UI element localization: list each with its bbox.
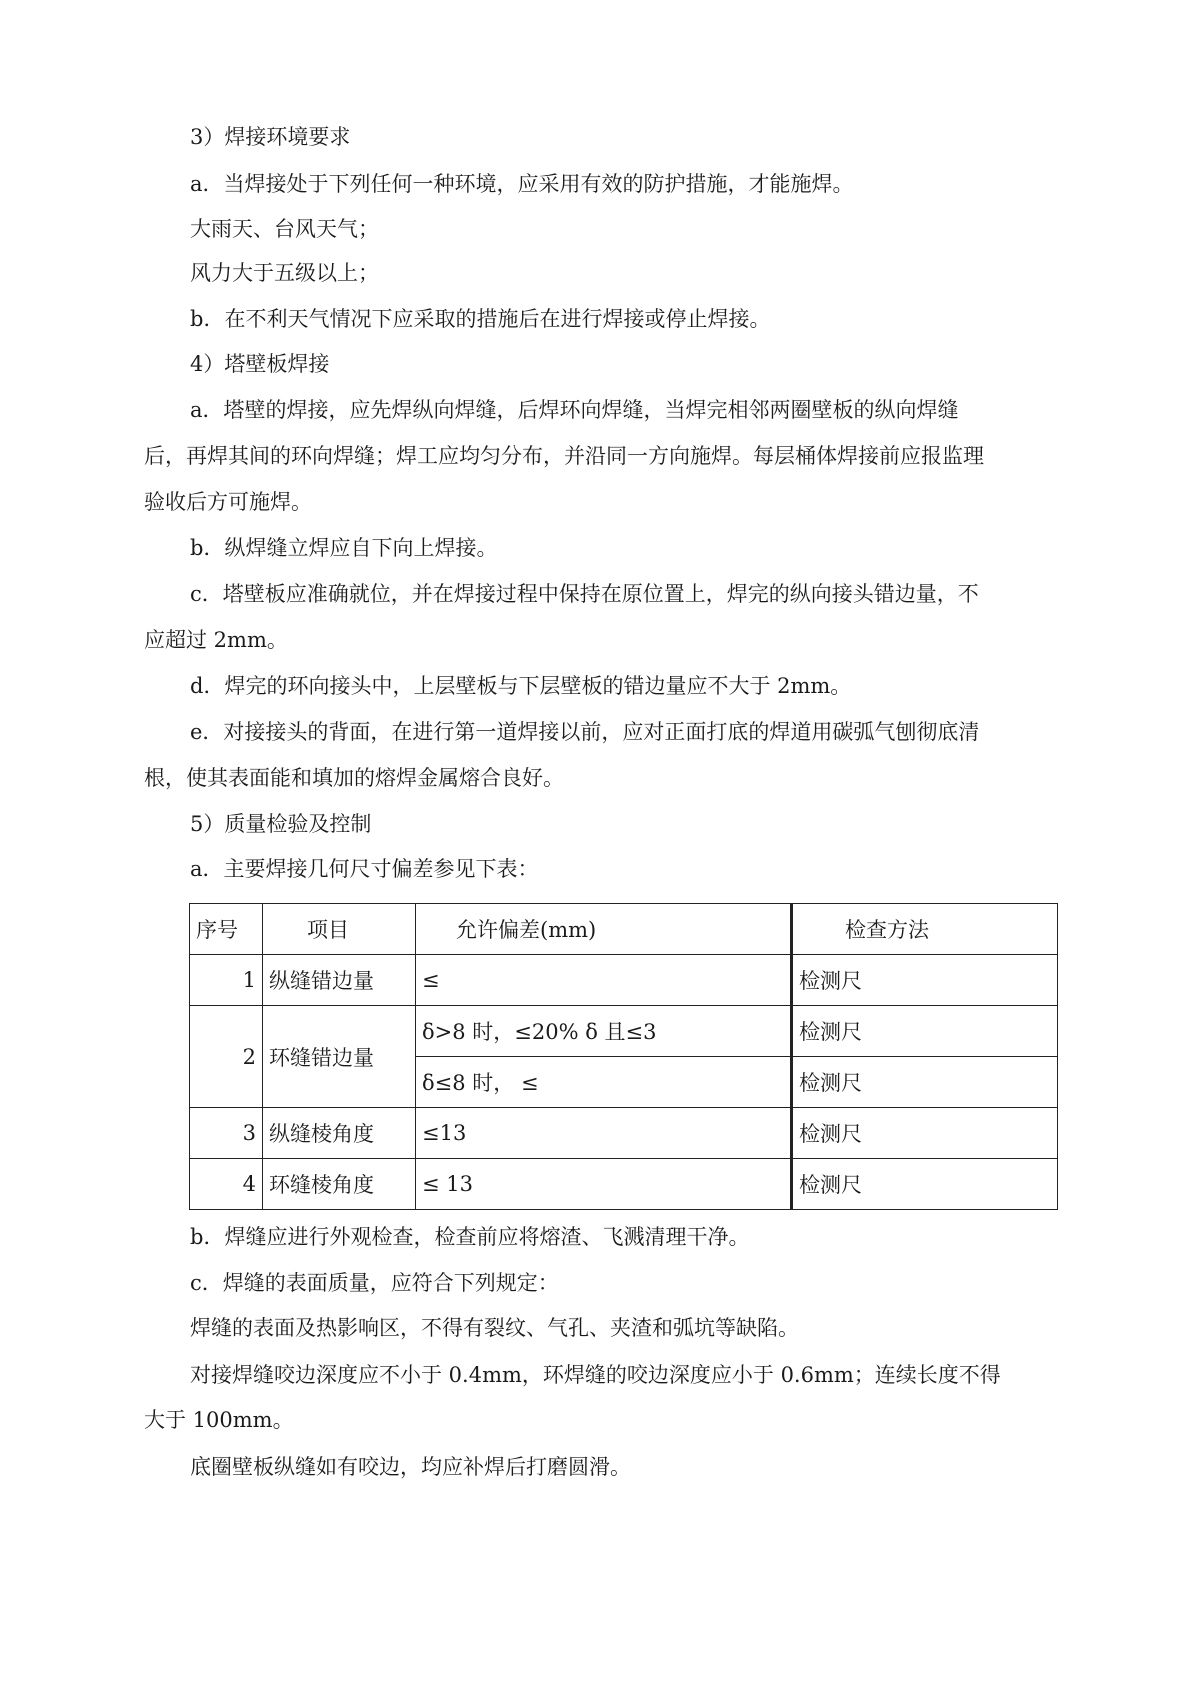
row-number: 2 bbox=[190, 1006, 263, 1108]
inspection-item-b: b．焊缝应进行外观检查，检查前应将熔渣、飞溅清理干净。 bbox=[190, 1225, 750, 1249]
header-no: 序号 bbox=[190, 904, 263, 955]
sec4-item-a-line1: a．塔壁的焊接，应先焊纵向焊缝，后焊环向焊缝，当焊完相邻两圈壁板的纵向焊缝 bbox=[190, 398, 959, 422]
row-method: 检测尺 bbox=[792, 955, 1058, 1006]
section-4-title: 4）塔壁板焊接 bbox=[190, 352, 330, 376]
tolerance-table bbox=[189, 903, 1058, 1210]
row-method: 检测尺 bbox=[792, 1159, 1058, 1210]
row-method: 检测尺 bbox=[792, 1108, 1058, 1159]
row-tolerance: ≤ 13 bbox=[416, 1159, 792, 1210]
inspection-c2-line2: 大于 100mm。 bbox=[144, 1408, 294, 1432]
sec3-env-wind: 风力大于五级以上； bbox=[190, 261, 379, 285]
header-tolerance: 允许偏差(mm) bbox=[416, 904, 792, 955]
sec5-item-a: a．主要焊接几何尺寸偏差参见下表： bbox=[190, 857, 539, 881]
inspection-c2-line1: 对接焊缝咬边深度应不小于 0.4mm，环焊缝的咬边深度应小于 0.6mm；连续长度不得 bbox=[190, 1363, 1001, 1387]
sec3-env-rain: 大雨天、台风天气； bbox=[190, 217, 379, 241]
table-row bbox=[190, 955, 1058, 1006]
row-item: 环缝棱角度 bbox=[263, 1159, 416, 1210]
sec4-item-a-line3: 验收后方可施焊。 bbox=[144, 490, 312, 514]
row-item: 纵缝棱角度 bbox=[263, 1108, 416, 1159]
sec3-item-a: a．当焊接处于下列任何一种环境，应采用有效的防护措施，才能施焊。 bbox=[190, 172, 854, 196]
table-row bbox=[190, 1108, 1058, 1159]
row-tolerance: δ>8 时，≤20% δ 且≤3 bbox=[416, 1006, 792, 1057]
row-number: 4 bbox=[190, 1159, 263, 1210]
header-item: 项目 bbox=[263, 904, 416, 955]
row-method: 检测尺 bbox=[792, 1006, 1058, 1057]
table-header-row bbox=[190, 904, 1058, 955]
sec4-item-e-line1: e．对接接头的背面，在进行第一道焊接以前，应对正面打底的焊道用碳弧气刨彻底清 bbox=[190, 720, 980, 744]
table-row bbox=[190, 1006, 1058, 1057]
row-number: 1 bbox=[190, 955, 263, 1006]
sec4-item-b: b．纵焊缝立焊应自下向上焊接。 bbox=[190, 536, 498, 560]
row-number: 3 bbox=[190, 1108, 263, 1159]
section-5-title: 5）质量检验及控制 bbox=[190, 812, 372, 836]
row-tolerance: ≤ bbox=[416, 955, 792, 1006]
row-method: 检测尺 bbox=[792, 1057, 1058, 1108]
sec4-item-c-line2: 应超过 2mm。 bbox=[144, 628, 288, 652]
sec4-item-a-line2: 后，再焊其间的环向焊缝；焊工应均匀分布，并沿同一方向施焊。每层桶体焊接前应报监理 bbox=[144, 444, 984, 468]
inspection-c1: 焊缝的表面及热影响区，不得有裂纹、气孔、夹渣和弧坑等缺陷。 bbox=[190, 1316, 799, 1340]
header-method: 检查方法 bbox=[792, 904, 1058, 955]
row-item: 环缝错边量 bbox=[263, 1006, 416, 1108]
row-tolerance: ≤13 bbox=[416, 1108, 792, 1159]
sec4-item-d: d．焊完的环向接头中，上层壁板与下层壁板的错边量应不大于 2mm。 bbox=[190, 674, 852, 698]
sec4-item-c-line1: c．塔壁板应准确就位，并在焊接过程中保持在原位置上，焊完的纵向接头错边量，不 bbox=[190, 582, 979, 606]
row-tolerance: δ≤8 时， ≤ bbox=[416, 1057, 792, 1108]
inspection-c3: 底圈壁板纵缝如有咬边，均应补焊后打磨圆滑。 bbox=[190, 1455, 631, 1479]
row-item: 纵缝错边量 bbox=[263, 955, 416, 1006]
sec3-item-b: b．在不利天气情况下应采取的措施后在进行焊接或停止焊接。 bbox=[190, 307, 771, 331]
inspection-item-c: c．焊缝的表面质量，应符合下列规定： bbox=[190, 1271, 559, 1295]
section-3-title: 3）焊接环境要求 bbox=[190, 125, 351, 149]
table-row bbox=[190, 1159, 1058, 1210]
sec4-item-e-line2: 根，使其表面能和填加的熔焊金属熔合良好。 bbox=[144, 766, 564, 790]
